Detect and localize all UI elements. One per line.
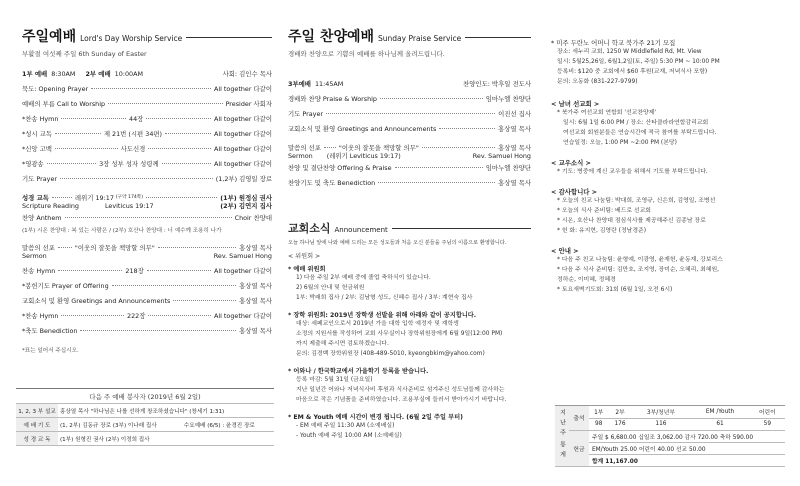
order-row: [22, 145, 272, 153]
notice-column: [551, 38, 786, 295]
order-leader: All together 다같이: [213, 145, 272, 153]
praise-sermon-row: [288, 144, 531, 152]
sermon-label-en: Sermon: [288, 152, 313, 160]
scripture-reader2: (2부) 김연지 집사: [220, 202, 272, 210]
worship-order: [22, 70, 272, 354]
order-leader: All together 다같이: [213, 160, 273, 168]
praise-time-value: 11:45AM: [314, 80, 344, 88]
scripture-ref: 레위기 19:17: [74, 194, 114, 202]
announcement-line: - Youth 예배 주일 10:00 AM (소예배실): [296, 433, 402, 439]
order-row: [22, 175, 272, 183]
order-label: 묵도: Opening Prayer: [22, 85, 89, 93]
order-detail: 44장: [129, 115, 144, 123]
district-title: < 교우소식 >: [551, 159, 591, 167]
table-row: [555, 454, 785, 466]
officiant: 사회: 김인수 목사: [222, 70, 272, 78]
praise-title: 주일 찬양예배: [288, 29, 375, 45]
off-label: 헌금: [569, 430, 589, 466]
row-value: (1, 2부) 김동규 장로 (3부) 이나래 집사: [58, 418, 182, 432]
off-total: 합계 11,167.00: [589, 454, 785, 466]
announcement-line: 지난 일년간 어와나 저녁식사비 후원과 식사준비로 섬겨주신 성도님들께 감사하는: [296, 387, 505, 393]
row-key: 예 배 기 도: [16, 418, 58, 432]
title-rule: [392, 228, 531, 229]
order-detail: 제 21번 (시편 34편): [103, 130, 163, 138]
att-header: EM /Youth: [690, 406, 749, 418]
order-leader: 임마누엘 찬양단: [485, 164, 531, 172]
sermon-preacher-en: Rev. Samuel Hong: [472, 152, 531, 160]
announcement-line: 까지 제출해 주시면 검토하겠습니다.: [296, 341, 389, 347]
att-header: 2부: [608, 406, 631, 418]
order-label: *축도 Benediction: [22, 327, 78, 335]
thanks-line: * 오늘의 식사 준비팀: 베드로 선교회: [557, 208, 651, 214]
praise-order: [288, 80, 531, 194]
anthem-label: 찬양 Anthem: [22, 214, 62, 222]
att-value: 116: [632, 418, 691, 430]
table-row: [16, 432, 274, 446]
order-row: [22, 85, 272, 93]
off-line2: EM/Youth 25.00 어린이 40.00 선교 50.00: [589, 442, 785, 454]
thanks-line: * 오늘의 친교 나눔팀: 박대희, 조영규, 신은희, 김영일, 조병선: [557, 198, 716, 204]
next-week-servers: [16, 388, 274, 446]
next-week-table: [16, 403, 274, 446]
title-rule: [186, 37, 272, 38]
worship-title-en: Lord's Day Worship Service: [80, 34, 183, 43]
mission-line: 연습일정: 오늘, 1:00 PM ~2:00 PM (본당): [563, 140, 677, 146]
announcement-line: - EM 예배 주일 11:30 AM (소예배실): [296, 423, 395, 429]
announcement-line: 소정의 지원서를 작성하여 교회 사무실이나 장학위원장에게 6월 9일(12:00 PM): [296, 331, 503, 337]
table-row: [555, 442, 785, 454]
att-header: 3부/청년부: [632, 406, 691, 418]
order-leader: 홍상열 목사: [239, 282, 272, 290]
thanks-title: < 감사합니다 >: [551, 188, 598, 196]
sermon-label: 말씀의 선포: [22, 244, 55, 252]
att-value: 59: [750, 418, 785, 430]
announcement-title-en: Announcement: [334, 226, 388, 234]
order-leader: All together 다같이: [213, 85, 272, 93]
order-leader: Presider 사회자: [225, 100, 272, 108]
announcement-item-head: * EM & Youth 예배 시간이 변경 됩니다. (6월 2일 주일 부터): [288, 414, 463, 421]
sermon-title: "이웃의 잘못을 책망할 의무": [338, 144, 419, 152]
stats-vlabel2: 통계: [558, 440, 566, 461]
vbs-line: 장소: 세누리 교회, 1250 W Middlefield Rd, Mt. View: [557, 49, 702, 55]
sermon-preacher-en: Rev. Samuel Hong: [213, 252, 272, 260]
service2-label: 2부 예배: [85, 70, 111, 78]
row-key: 1, 2, 3 부 설교: [16, 404, 58, 418]
sermon-row-en: [22, 252, 272, 260]
order-row: [288, 110, 531, 118]
announcement-intro: 오늘 하나님 앞에 나와 예배 드리는 모든 성도들과 처음 오신 분들을 주님의 이름으로 환영합니다.: [288, 240, 507, 246]
anthem-note: (1부) 시온 찬양대 : 복 있는 사람은 / (2부) 호산나 찬양대 : 너 예수께 조용히 나가: [22, 228, 222, 234]
title-rule: [465, 37, 531, 38]
announcement-line: 대상: 세페교인으로서 2019년 가을 대학 입학 예정자 및 재학생: [296, 321, 459, 327]
announcement-line: 마음으로 작은 기념품을 준비하였습니다. 조용부실에 들러서 받아가시기 바랍니다.: [296, 397, 507, 403]
order-leader: 홍상열 목사: [498, 179, 531, 187]
order-leader: All together 다같이: [213, 130, 273, 138]
order-row: [22, 115, 272, 123]
order-label: 교회소식 및 환영 Greetings and Announcements: [22, 297, 171, 305]
announcement-line: 1부: 박래희 집사 / 2부: 김남형 성도, 신혜수 집사 / 3부: 계현숙 집사: [296, 295, 473, 301]
mission-line: 일시: 6월 1일 6:00 PM / 장소: 산타클라라연합감리교회: [563, 120, 709, 126]
att-value: 61: [690, 418, 749, 430]
order-row: [22, 100, 272, 108]
order-leader: All together 다같이: [213, 312, 272, 320]
anthem-row: [22, 214, 272, 222]
stats-vertical-label: [555, 406, 569, 466]
last-week-stats: [555, 405, 785, 467]
worship-title: 주일예배: [22, 29, 77, 45]
announcement-line: 1) 다음 주일 2부 예배 중에 졸업 축하식이 있습니다.: [296, 275, 431, 281]
praise-leader: 찬양인도: 박후일 전도사: [463, 80, 531, 88]
scripture-ref-en: Leviticus 19:17: [104, 202, 154, 210]
mission-title: < 남녀 선교회 >: [551, 100, 600, 108]
anthem-choir: Choir 찬양대: [234, 214, 272, 222]
guide-line: * 다음 주 친교 나눔팀: 윤형예, 이광영, 윤재헌, 윤동재, 강보리스: [557, 257, 723, 263]
order-row: [22, 297, 272, 305]
praise-sermon-row-en: [288, 152, 531, 160]
sermon-preacher: 홍상열 목사: [239, 244, 272, 252]
vbs-title: * 미주 두란노 어머니 학교 북가주 21기 모집: [551, 39, 676, 47]
praise-column: [288, 0, 531, 441]
praise-header: [288, 26, 531, 46]
order-row: [22, 267, 272, 275]
att-label: 출석: [569, 406, 589, 430]
order-leader: 홍상열 목사: [498, 125, 531, 133]
sermon-label-en: Sermon: [22, 252, 47, 260]
order-row: [22, 327, 272, 335]
order-leader: All together 다같이: [213, 267, 272, 275]
scripture-label-en: Scripture Reading: [22, 202, 79, 210]
off-line1: 주일 $ 6,680.00 십일조 3,062.00 감사 720.00 축하 590.00: [589, 430, 785, 442]
sermon-title: "이웃의 잘못을 책망할 의무": [74, 244, 155, 252]
order-row: [288, 179, 531, 187]
stats-table: [555, 406, 785, 467]
order-row: [22, 130, 272, 138]
service-times: [22, 70, 272, 78]
table-row: [16, 418, 274, 432]
order-row: [288, 164, 531, 172]
order-label: *찬송 Hymn: [22, 115, 59, 123]
order-label: 찬송 Hymn: [22, 267, 56, 275]
order-label: 기도 Prayer: [288, 110, 324, 118]
guide-line: 정하순, 이미혜, 정혜경: [557, 277, 616, 283]
vbs-line: 등록비: $120 중 교회에서 $60 후원(교재, 저녁식사 포함): [557, 69, 708, 75]
sermon-ref-en: (레위기 Leviticus 19:17): [326, 152, 401, 160]
worship-subtitle: 부활절 여섯째 주일 6th Sunday of Easter: [22, 50, 147, 58]
order-label: 찬양기도 및 축도 Benediction: [288, 179, 376, 187]
table-row: [555, 418, 785, 430]
order-detail: 3장 성부 성자 성령께: [99, 160, 159, 168]
scripture-row-en: [22, 202, 272, 210]
order-label: 기도 Prayer: [22, 175, 58, 183]
order-row: [22, 282, 272, 290]
order-leader: 임마누엘 찬양단: [485, 95, 531, 103]
committee-head: < 위원회 >: [288, 253, 321, 260]
table-row: [16, 404, 274, 418]
announcement-item-head: * 장학 위원회: 2019년 장학생 선발을 위해 아래와 같이 공지합니다.: [288, 312, 477, 319]
order-label: 예배의 부름 Call to Worship: [22, 100, 106, 108]
worship-header: [22, 26, 272, 46]
thanks-line: * 헌 화: 유지현, 김영란 (정남경준): [557, 228, 647, 234]
table-row: [555, 430, 785, 442]
stats-vlabel1: 지난주: [558, 408, 566, 439]
thanks-line: * 시온, 호산나 찬양대 점심식사를 제공해주신 김종남 장로: [557, 218, 706, 224]
mission-line: 여선교회 회원분들은 연습시간에 적극 참여를 부탁드립니다.: [563, 130, 717, 136]
service1-time: 8:30AM: [51, 70, 76, 78]
announcement-line: 문의: 김경백 장학위원장 (408-489-5010, kyeongbkim@yahoo.com): [296, 351, 485, 357]
scripture-reader1: (1부) 원정심 권사: [220, 194, 272, 202]
praise-time: [288, 80, 531, 88]
sermon-row: [22, 244, 272, 252]
att-value: 98: [589, 418, 608, 430]
table-row: [555, 406, 785, 418]
guide-title: < 안내 >: [551, 247, 579, 255]
order-label: *영광송: [22, 160, 44, 168]
order-label: 경배와 찬양 Praise & Worship: [288, 95, 377, 103]
service2-time: 10:00AM: [114, 70, 143, 78]
att-value: 176: [608, 418, 631, 430]
order-leader: 홍상열 목사: [239, 297, 272, 305]
praise-subtitle: 경배와 찬양으로 기쁨의 예배를 하나님께 올려드립니다.: [288, 50, 445, 58]
row-value-extra: 수요예배 (6/5) : 윤경진 장로: [182, 418, 274, 432]
scripture-label: 성경 교독: [22, 194, 49, 202]
vbs-line: 문의: 오동화 (831-227-9799): [557, 79, 638, 85]
praise-time-label: 3부예배: [288, 80, 311, 88]
order-row: [22, 312, 272, 320]
order-label: *봉헌기도 Prayer of Offering: [22, 282, 109, 290]
order-detail: 사도신경: [120, 145, 146, 153]
order-leader: All together 다같이: [213, 115, 272, 123]
order-label: *찬송 Hymn: [22, 312, 59, 320]
order-row: [22, 160, 272, 168]
announcement-header: [288, 220, 531, 236]
stand-note: *표는 일어서 주십시오.: [22, 348, 79, 354]
district-line: * 기도: 병중에 계신 교우들을 위해서 기도를 부탁드립니다.: [557, 169, 708, 175]
order-label: *신앙 고백: [22, 145, 52, 153]
guide-line: * 토요새벽기도회: 31회 (6월 1일, 오전 6시): [557, 287, 673, 293]
order-row: [288, 125, 531, 133]
guide-line: * 다음 주 식사 준비팀: 김만호, 조지영, 장미순, 오혜리, 최혜원,: [557, 267, 720, 273]
order-detail: 222장: [127, 312, 146, 320]
order-detail: 218장: [125, 267, 144, 275]
sermon-preacher: 홍상열 목사: [498, 144, 531, 152]
order-leader: 홍상열 목사: [239, 327, 272, 335]
announcement-line: 등록 마감: 5월 31일 (금요일): [296, 377, 373, 383]
order-row: [288, 95, 531, 103]
announcement-line: 2) 6월의 안내 및 헌금위원: [296, 285, 365, 291]
order-label: *성시 교독: [22, 130, 52, 138]
next-week-title: 다음 주 예배 봉사자 (2019년 6월 2일): [89, 393, 201, 401]
scripture-row: [22, 194, 272, 202]
row-value: (1부) 원형진 권사 (2부) 이정희 집사: [58, 432, 274, 446]
order-leader: 이진선 집사: [498, 110, 531, 118]
row-key: 성 경 교 독: [16, 432, 58, 446]
att-header: 어린이: [750, 406, 785, 418]
row-value: 홍상열 목사 "하나님은 나를 선하게 창조하셨습니다" (창세기 1:31): [58, 404, 274, 418]
order-label: 찬양 및 결단찬양 Offering & Praise: [288, 164, 392, 172]
service1-label: 1부 예배: [22, 70, 48, 78]
worship-column: [22, 0, 272, 354]
vbs-line: 일시: 5월25,26일, 6월1,2일(토, 주일) 5:30 PM ~ 10:00 PM: [557, 59, 720, 65]
sermon-label: 말씀의 선포: [288, 144, 321, 152]
order-label: 교회소식 및 환영 Greetings and Announcements: [288, 125, 437, 133]
praise-title-en: Sunday Praise Service: [378, 34, 462, 43]
order-leader: (1,2부) 김영일 장로: [215, 175, 272, 183]
announcement-item-head: * 예배 위원회: [288, 266, 326, 273]
announcement-title: 교회소식: [288, 222, 331, 235]
mission-item-head: * 북가주 여선교회 연합회 '선교찬양제': [557, 110, 657, 116]
scripture-page: (구약 174쪽): [115, 195, 144, 200]
announcement-item-head: * 어와나 / 한국학교에서 가을학기 등록을 받습니다.: [288, 368, 429, 375]
announcement-items: [288, 264, 531, 441]
att-header: 1부: [589, 406, 608, 418]
